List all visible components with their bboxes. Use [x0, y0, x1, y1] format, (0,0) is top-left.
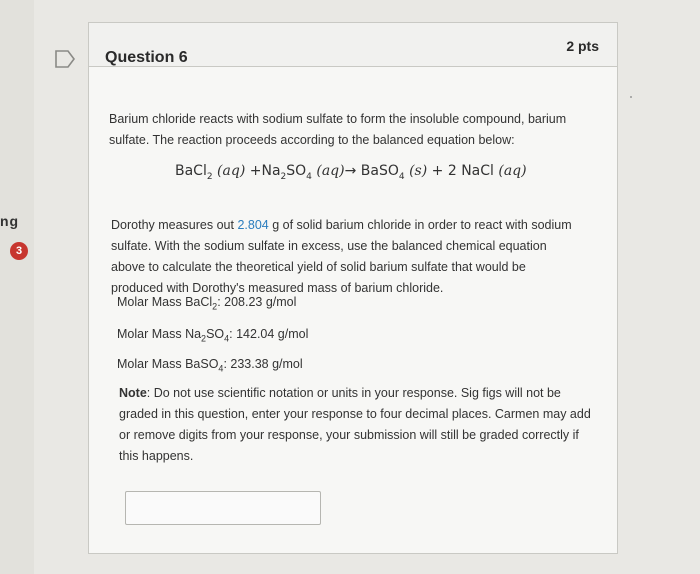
- problem-text-end: g of solid barium chloride in order to react with sodium sulfate. With the sodium sulfate in excess, use the balanced chemical equation above to calculate the theoretical yield of solid barium sulfate that would be produced with Dorothy's measured mass of barium chloride.: [111, 218, 572, 295]
- measured-mass-value: 2.804: [237, 218, 269, 232]
- eq-sub: 2: [280, 171, 287, 182]
- answer-input[interactable]: [125, 491, 321, 525]
- eq-product-1: BaSO: [360, 163, 399, 179]
- eq-reactant-1: BaCl: [175, 163, 207, 179]
- molar-mass-na2so4: Molar Mass $Na_2SO_4$: 142.04 g/mol: [117, 327, 309, 344]
- problem-paragraph: [111, 215, 581, 299]
- background-speck: [630, 96, 632, 98]
- sidebar-cut-text: ng: [0, 213, 20, 229]
- eq-sub: 4: [398, 171, 405, 182]
- note-body: : Do not use scientific notation or units in your response. Sig figs will not be graded in this question, enter your response to four decimal places. Carmen may add or remove digits from your response, your submission will still be graded correctly if this happens.: [119, 386, 591, 463]
- points-label: 2 pts: [566, 38, 599, 54]
- eq-state: (aq): [217, 163, 246, 179]
- eq-reactant-2-part: SO: [286, 163, 307, 179]
- problem-text-start: Dorothy measures out: [111, 218, 238, 232]
- note-paragraph: [119, 383, 597, 467]
- eq-state: (aq): [316, 163, 345, 179]
- eq-plus: +: [249, 163, 262, 179]
- intro-paragraph: Barium chloride reacts with sodium sulfate to form the insoluble compound, barium sulfate. The reaction proceeds according to the balanced equation below:: [109, 112, 567, 147]
- eq-sub: 4: [306, 171, 312, 182]
- flag-question-icon[interactable]: [54, 49, 76, 69]
- eq-state: (s): [409, 163, 428, 179]
- molar-mass-baso4: Molar Mass BaSO$_4$: 233.38 g/mol: [117, 357, 303, 374]
- notification-badge[interactable]: 3: [10, 242, 28, 260]
- eq-state: (aq): [498, 163, 527, 179]
- question-title: Question 6: [105, 49, 188, 66]
- eq-coefficient: 2: [447, 163, 457, 179]
- eq-plus: +: [431, 163, 444, 179]
- molar-mass-bacl2: Molar Mass BaCl$_2$: 208.23 g/mol: [117, 295, 297, 312]
- question-intro: [109, 109, 599, 151]
- balanced-equation: [175, 163, 527, 182]
- note-label: Note: [119, 386, 147, 400]
- question-header: [89, 23, 617, 67]
- left-sidebar-strip: [0, 0, 34, 574]
- eq-product-2: NaCl: [461, 163, 494, 179]
- eq-arrow: →: [344, 163, 357, 179]
- eq-reactant-2: Na: [261, 163, 281, 179]
- eq-sub: 2: [206, 171, 213, 182]
- question-card: [88, 22, 618, 554]
